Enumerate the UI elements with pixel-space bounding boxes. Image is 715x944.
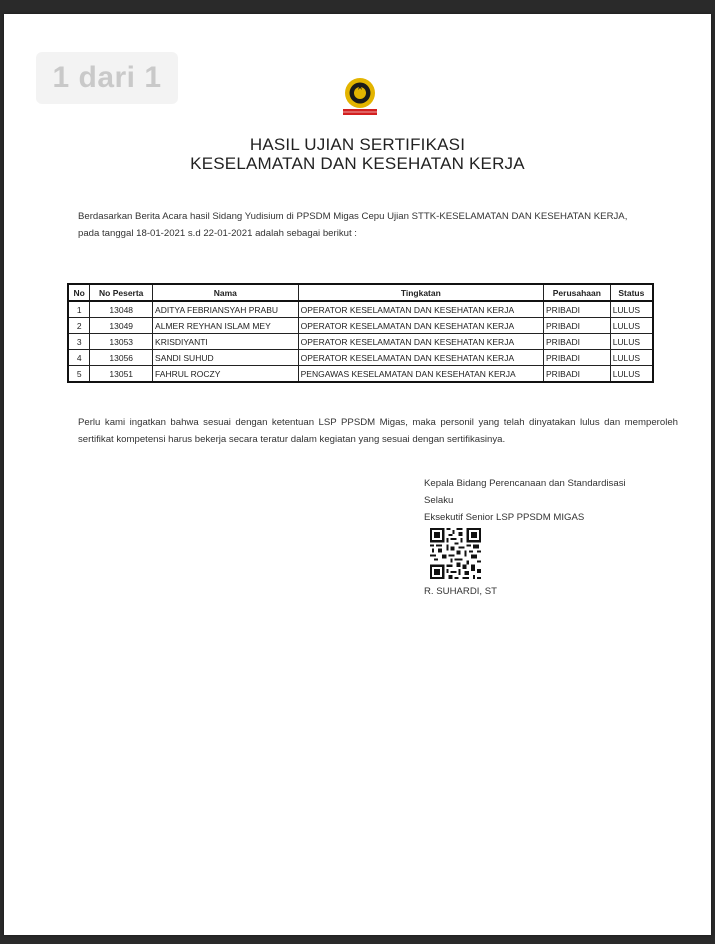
header-no-peserta: No Peserta: [90, 284, 153, 301]
intro-line2: pada tanggal 18-01-2021 s.d 22-01-2021 adalah sebagai berikut :: [78, 228, 357, 239]
note-paragraph: Perlu kami ingatkan bahwa sesuai dengan ketentuan LSP PPSDM Migas, maka personil yang telah dinyatakan lulus dan memperoleh sertifikat kompetensi harus bekerja secara teratur dalam kegiatan yang sesuai dengan sertifikasinya.: [78, 417, 678, 445]
table-row: [68, 318, 653, 334]
cell-perusahaan: PRIBADI: [544, 318, 611, 334]
table-row: [68, 334, 653, 350]
cell-status: LULUS: [610, 301, 653, 318]
intro-line1: Berdasarkan Berita Acara hasil Sidang Yudisium di PPSDM Migas Cepu Ujian STTK-KESELAMATAN DAN KESEHATAN KERJA,: [78, 211, 628, 222]
table-row: [68, 301, 653, 318]
signature-block: [424, 475, 626, 526]
header-status: Status: [610, 284, 653, 301]
signature-position: Kepala Bidang Perencanaan dan Standardisasi: [424, 478, 626, 489]
cell-nama: SANDI SUHUD: [153, 350, 299, 366]
table-row: [68, 366, 653, 383]
cell-status: LULUS: [610, 334, 653, 350]
signature-role: Eksekutif Senior LSP PPSDM MIGAS: [424, 512, 585, 523]
cell-no-peserta: 13049: [90, 318, 153, 334]
cell-no-peserta: 13056: [90, 350, 153, 366]
document-title-line1: HASIL UJIAN SERTIFIKASI: [249, 135, 466, 154]
header-no: No: [68, 284, 90, 301]
header-perusahaan: Perusahaan: [544, 284, 611, 301]
header-nama: Nama: [153, 284, 299, 301]
cell-status: LULUS: [610, 350, 653, 366]
cell-nama: ALMER REYHAN ISLAM MEY: [153, 318, 299, 334]
cell-no-peserta: 13048: [90, 301, 153, 318]
results-table: [67, 283, 654, 383]
cell-no: 1: [68, 301, 90, 318]
document-title-line2: KESELAMATAN DAN KESEHATAN KERJA: [190, 154, 525, 173]
cell-perusahaan: PRIBADI: [544, 350, 611, 366]
cell-no: 2: [68, 318, 90, 334]
cell-tingkatan: OPERATOR KESELAMATAN DAN KESEHATAN KERJA: [298, 318, 543, 334]
cell-no: 4: [68, 350, 90, 366]
cell-status: LULUS: [610, 318, 653, 334]
cell-nama: ADITYA FEBRIANSYAH PRABU: [153, 301, 299, 318]
cell-tingkatan: OPERATOR KESELAMATAN DAN KESEHATAN KERJA: [298, 334, 543, 350]
cell-no-peserta: 13053: [90, 334, 153, 350]
signer-name: R. SUHARDI, ST: [424, 586, 498, 597]
cell-tingkatan: PENGAWAS KESELAMATAN DAN KESEHATAN KERJA: [298, 366, 543, 383]
esdm-logo: [337, 73, 383, 119]
cell-tingkatan: OPERATOR KESELAMATAN DAN KESEHATAN KERJA: [298, 301, 543, 318]
cell-nama: KRISDIYANTI: [153, 334, 299, 350]
table-header-row: [68, 284, 653, 301]
cell-perusahaan: PRIBADI: [544, 366, 611, 383]
cell-no: 3: [68, 334, 90, 350]
header-tingkatan: Tingkatan: [298, 284, 543, 301]
cell-perusahaan: PRIBADI: [544, 301, 611, 318]
page-indicator: 1 dari 1: [36, 52, 178, 104]
intro-paragraph: [78, 208, 678, 242]
qr-code-icon: [430, 528, 481, 579]
cell-tingkatan: OPERATOR KESELAMATAN DAN KESEHATAN KERJA: [298, 350, 543, 366]
cell-no: 5: [68, 366, 90, 383]
cell-status: LULUS: [610, 366, 653, 383]
cell-no-peserta: 13051: [90, 366, 153, 383]
table-row: [68, 350, 653, 366]
signature-selaku: Selaku: [424, 495, 454, 506]
cell-nama: FAHRUL ROCZY: [153, 366, 299, 383]
cell-perusahaan: PRIBADI: [544, 334, 611, 350]
